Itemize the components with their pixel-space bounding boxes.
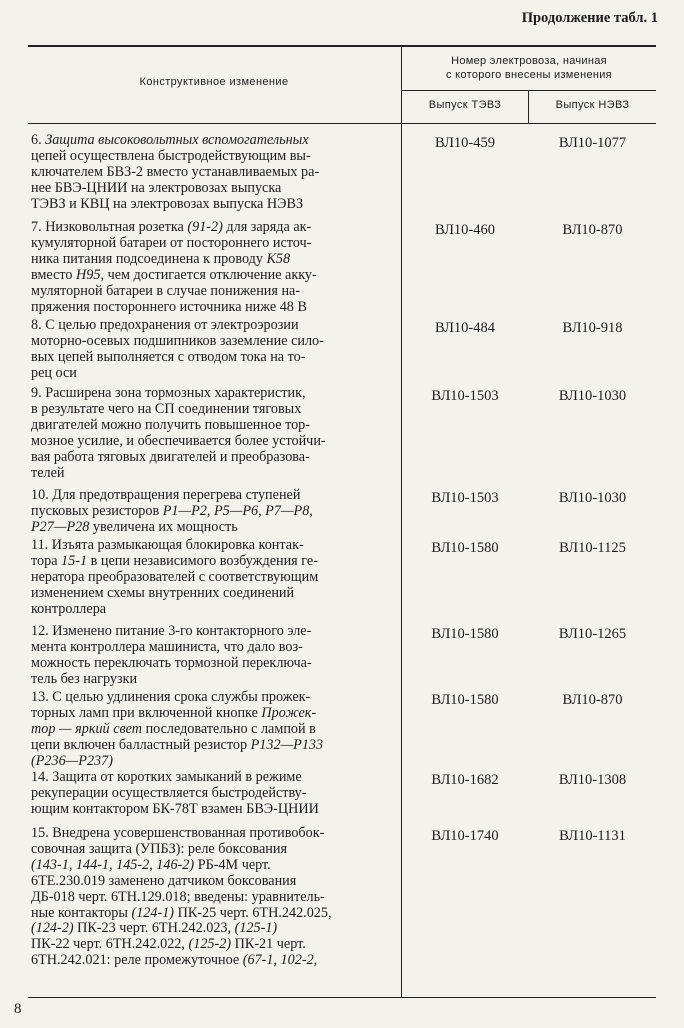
text-segment: пряжения постороннего источника ниже 48 В <box>31 298 307 315</box>
text-segment: 13. С целью удлинения срока службы прожек- <box>31 689 311 705</box>
header-nevz: Выпуск НЭВЗ <box>555 99 630 111</box>
text-segment: ника питания подсоединена к проводу <box>31 250 267 267</box>
tevz-number: ВЛ10-460 <box>434 222 496 238</box>
description-line <box>31 738 396 754</box>
description-line <box>31 706 396 722</box>
header-loco-line-1: Номер электровоза, начиная <box>451 55 607 67</box>
text-segment: (67-1, 102-2, <box>242 952 318 969</box>
text-segment: муляторной батареи в случае понижения на- <box>31 282 301 299</box>
text-segment: , чем достигается отключение акку- <box>100 266 317 283</box>
description-line <box>31 624 396 640</box>
text-segment: ТЭВЗ и КВЦ на электровозах выпуска НЭВЗ <box>31 195 304 212</box>
header-tevz: Выпуск ТЭВЗ <box>428 99 502 111</box>
description-line <box>31 418 396 434</box>
tevz-number: ВЛ10-1580 <box>431 692 499 708</box>
text-segment: Н95 <box>76 266 101 283</box>
nevz-number: ВЛ10-870 <box>562 222 623 238</box>
text-segment: К58 <box>266 250 291 267</box>
description-line <box>31 937 396 953</box>
description-line <box>31 220 396 236</box>
text-segment: 7. Низковольтная розетка <box>31 219 188 235</box>
description-line <box>31 570 396 586</box>
change-description <box>31 770 396 818</box>
text-segment: ДБ-018 черт. 6ТН.129.018; введены: уравнитель- <box>31 888 325 905</box>
text-segment: 15. Внедрена усовершенствованная противобок- <box>31 825 325 841</box>
text-segment: Р132—Р133 <box>250 736 324 753</box>
description-line <box>31 252 396 268</box>
description-line <box>31 602 396 618</box>
nevz-number: ВЛ10-1265 <box>558 626 627 642</box>
description-line <box>31 268 396 284</box>
description-line <box>31 300 396 316</box>
text-segment: изменением схемы внутренних соединений <box>31 584 295 601</box>
text-segment: вместо <box>31 266 77 283</box>
text-segment: тор — яркий свет <box>31 720 143 737</box>
text-segment: 6. <box>31 132 46 148</box>
description-line <box>31 921 396 937</box>
text-segment: в цепи независимого возбуждения ге- <box>87 552 318 569</box>
change-description <box>31 386 396 481</box>
text-segment: цепи включен балластный резистор <box>31 736 251 753</box>
text-segment: мента контроллера машиниста, что дало воз- <box>31 638 303 655</box>
description-line <box>31 488 396 504</box>
text-segment: ПК-22 черт. 6ТН.242.022, <box>31 936 189 953</box>
text-segment: Р1—Р2, Р5—Р6, Р7—Р8, <box>162 502 313 519</box>
description-line <box>31 858 396 874</box>
change-description <box>31 624 396 688</box>
nevz-number: ВЛ10-1125 <box>559 540 626 556</box>
continuation-label: Продолжение табл. 1 <box>521 10 658 26</box>
text-segment: для заряда ак- <box>222 219 312 235</box>
text-segment: последовательно с лампой в <box>142 720 316 737</box>
tevz-number: ВЛ10-1682 <box>431 772 499 788</box>
nevz-number: ВЛ10-1077 <box>558 135 627 151</box>
text-segment: ющим контактором БК-78Т взамен БВЭ-ЦНИИ <box>31 800 319 817</box>
text-segment: контроллера <box>31 600 107 617</box>
text-segment: рец оси <box>31 364 77 381</box>
description-line <box>31 953 396 969</box>
text-segment: 15-1 <box>61 552 88 569</box>
description-line <box>31 434 396 450</box>
text-segment: совочная защита (УПБЗ): реле боксования <box>31 840 288 857</box>
description-line <box>31 236 396 252</box>
text-segment: телей <box>31 464 65 481</box>
description-line <box>31 350 396 366</box>
table-header-rule <box>28 123 656 124</box>
text-segment: 6ТН.242.021: реле промежуточное <box>31 952 243 969</box>
description-line <box>31 284 396 300</box>
change-description <box>31 690 396 770</box>
text-segment: кумуляторной батареи от постороннего источ- <box>31 234 312 251</box>
page-number: 8 <box>14 1001 22 1017</box>
text-segment: Прожек- <box>261 704 317 721</box>
description-line <box>31 656 396 672</box>
nevz-number: ВЛ10-870 <box>562 692 623 708</box>
table-top-rule <box>28 45 656 47</box>
text-segment: (125-2) <box>188 936 232 953</box>
text-segment: можность переключать тормозной переключа- <box>31 654 312 671</box>
description-line <box>31 197 396 213</box>
text-segment: нератора преобразователей с соответствующим <box>31 568 319 585</box>
description-line <box>31 640 396 656</box>
description-line <box>31 770 396 786</box>
change-description <box>31 133 396 213</box>
nevz-number: ВЛ10-918 <box>562 320 623 336</box>
text-segment: 12. Изменено питание 3-го контакторного эле- <box>31 623 312 639</box>
text-segment: вых цепей выполняется с отводом тока на то- <box>31 348 306 365</box>
text-segment: тора <box>31 552 62 569</box>
description-line <box>31 538 396 554</box>
description-line <box>31 690 396 706</box>
table-bottom-rule <box>28 997 656 998</box>
text-segment: ПК-23 черт. 6ТН.242.023, <box>73 920 235 937</box>
description-line <box>31 842 396 858</box>
text-segment: Защита высоковольтных вспомогательных <box>45 132 309 148</box>
description-line <box>31 504 396 520</box>
text-segment: ПК-25 черт. 6ТН.242.025, <box>174 904 332 921</box>
change-description <box>31 220 396 315</box>
nevz-number: ВЛ10-1308 <box>558 772 627 788</box>
nevz-number: ВЛ10-1030 <box>558 388 627 404</box>
text-segment: увеличена их мощность <box>89 518 238 535</box>
text-segment: 14. Защита от коротких замыканий в режиме <box>31 769 302 785</box>
change-description <box>31 318 396 382</box>
description-line <box>31 802 396 818</box>
tevz-number: ВЛ10-1503 <box>431 490 499 506</box>
text-segment: в результате чего на СП соединении тяговых <box>31 400 302 417</box>
header-change-column: Конструктивное изменение <box>139 76 289 88</box>
text-segment: (Р236—Р237) <box>31 752 113 769</box>
description-line <box>31 149 396 165</box>
text-segment: мозное усилие, и обеспечивается более устойчи- <box>31 432 326 449</box>
text-segment: 11. Изъята размыкающая блокировка контак- <box>31 537 304 553</box>
description-line <box>31 826 396 842</box>
text-segment: двигателей можно получить повышенное тор- <box>31 416 311 433</box>
tevz-number: ВЛ10-484 <box>434 320 496 336</box>
text-segment: РБ-4М черт. <box>194 856 271 873</box>
description-line <box>31 874 396 890</box>
description-line <box>31 402 396 418</box>
text-segment: 10. Для предотвращения перегрева ступеней <box>31 487 301 503</box>
description-line <box>31 450 396 466</box>
tevz-number: ВЛ10-459 <box>434 135 496 151</box>
text-segment: вая работа тяговых двигателей и преобразова- <box>31 448 310 465</box>
text-segment: Р27—Р28 <box>31 518 90 535</box>
text-segment: (124-2) <box>31 920 74 937</box>
description-line <box>31 906 396 922</box>
description-line <box>31 386 396 402</box>
nevz-number: ВЛ10-1131 <box>559 828 626 844</box>
tevz-number: ВЛ10-1580 <box>431 626 499 642</box>
description-line <box>31 466 396 482</box>
description-line <box>31 165 396 181</box>
text-segment: цепей осуществлена быстродействующим вы- <box>31 147 311 164</box>
change-description <box>31 488 396 536</box>
description-line <box>31 318 396 334</box>
text-segment: (143-1, 144-1, 145-2, 146-2) <box>31 856 195 873</box>
text-segment: ПК-21 черт. <box>231 936 306 953</box>
text-segment: 8. С целью предохранения от электроэрозии <box>31 317 299 333</box>
text-segment: моторно-осевых подшипников заземление сило- <box>31 332 324 349</box>
text-segment: 6ТЕ.230.019 заменено датчиком боксования <box>31 872 297 889</box>
description-line <box>31 181 396 197</box>
change-description <box>31 538 396 618</box>
text-segment: (91-2) <box>187 219 223 235</box>
text-segment: (124-1) <box>131 904 175 921</box>
description-line <box>31 754 396 770</box>
text-segment: 9. Расширена зона тормозных характеристик, <box>31 385 306 401</box>
description-line <box>31 890 396 906</box>
description-line <box>31 786 396 802</box>
text-segment: нее БВЭ-ЦНИИ на электровозах выпуска <box>31 179 282 196</box>
description-line <box>31 334 396 350</box>
text-segment: ключателем БВЗ-2 вместо устанавливаемых ра- <box>31 163 320 180</box>
text-segment: торных ламп при включенной кнопке <box>31 704 262 721</box>
tevz-number: ВЛ10-1580 <box>431 540 499 556</box>
description-line <box>31 554 396 570</box>
description-line <box>31 586 396 602</box>
text-segment: тель без нагрузки <box>31 670 138 687</box>
description-line <box>31 366 396 382</box>
description-line <box>31 672 396 688</box>
tevz-number: ВЛ10-1503 <box>431 388 499 404</box>
header-loco-line-2: с которого внесены изменения <box>446 69 612 81</box>
column-divider <box>401 45 402 997</box>
description-line <box>31 133 396 149</box>
text-segment: (125-1) <box>234 920 278 937</box>
header-loco-column <box>402 54 656 82</box>
tevz-number: ВЛ10-1740 <box>431 828 499 844</box>
change-description <box>31 826 396 969</box>
text-segment: ные контакторы <box>31 904 132 921</box>
text-segment: пусковых резисторов <box>31 502 163 519</box>
nevz-number: ВЛ10-1030 <box>558 490 627 506</box>
description-line <box>31 722 396 738</box>
description-line <box>31 520 396 536</box>
text-segment: рекуперации осуществляется быстродейству- <box>31 784 307 801</box>
